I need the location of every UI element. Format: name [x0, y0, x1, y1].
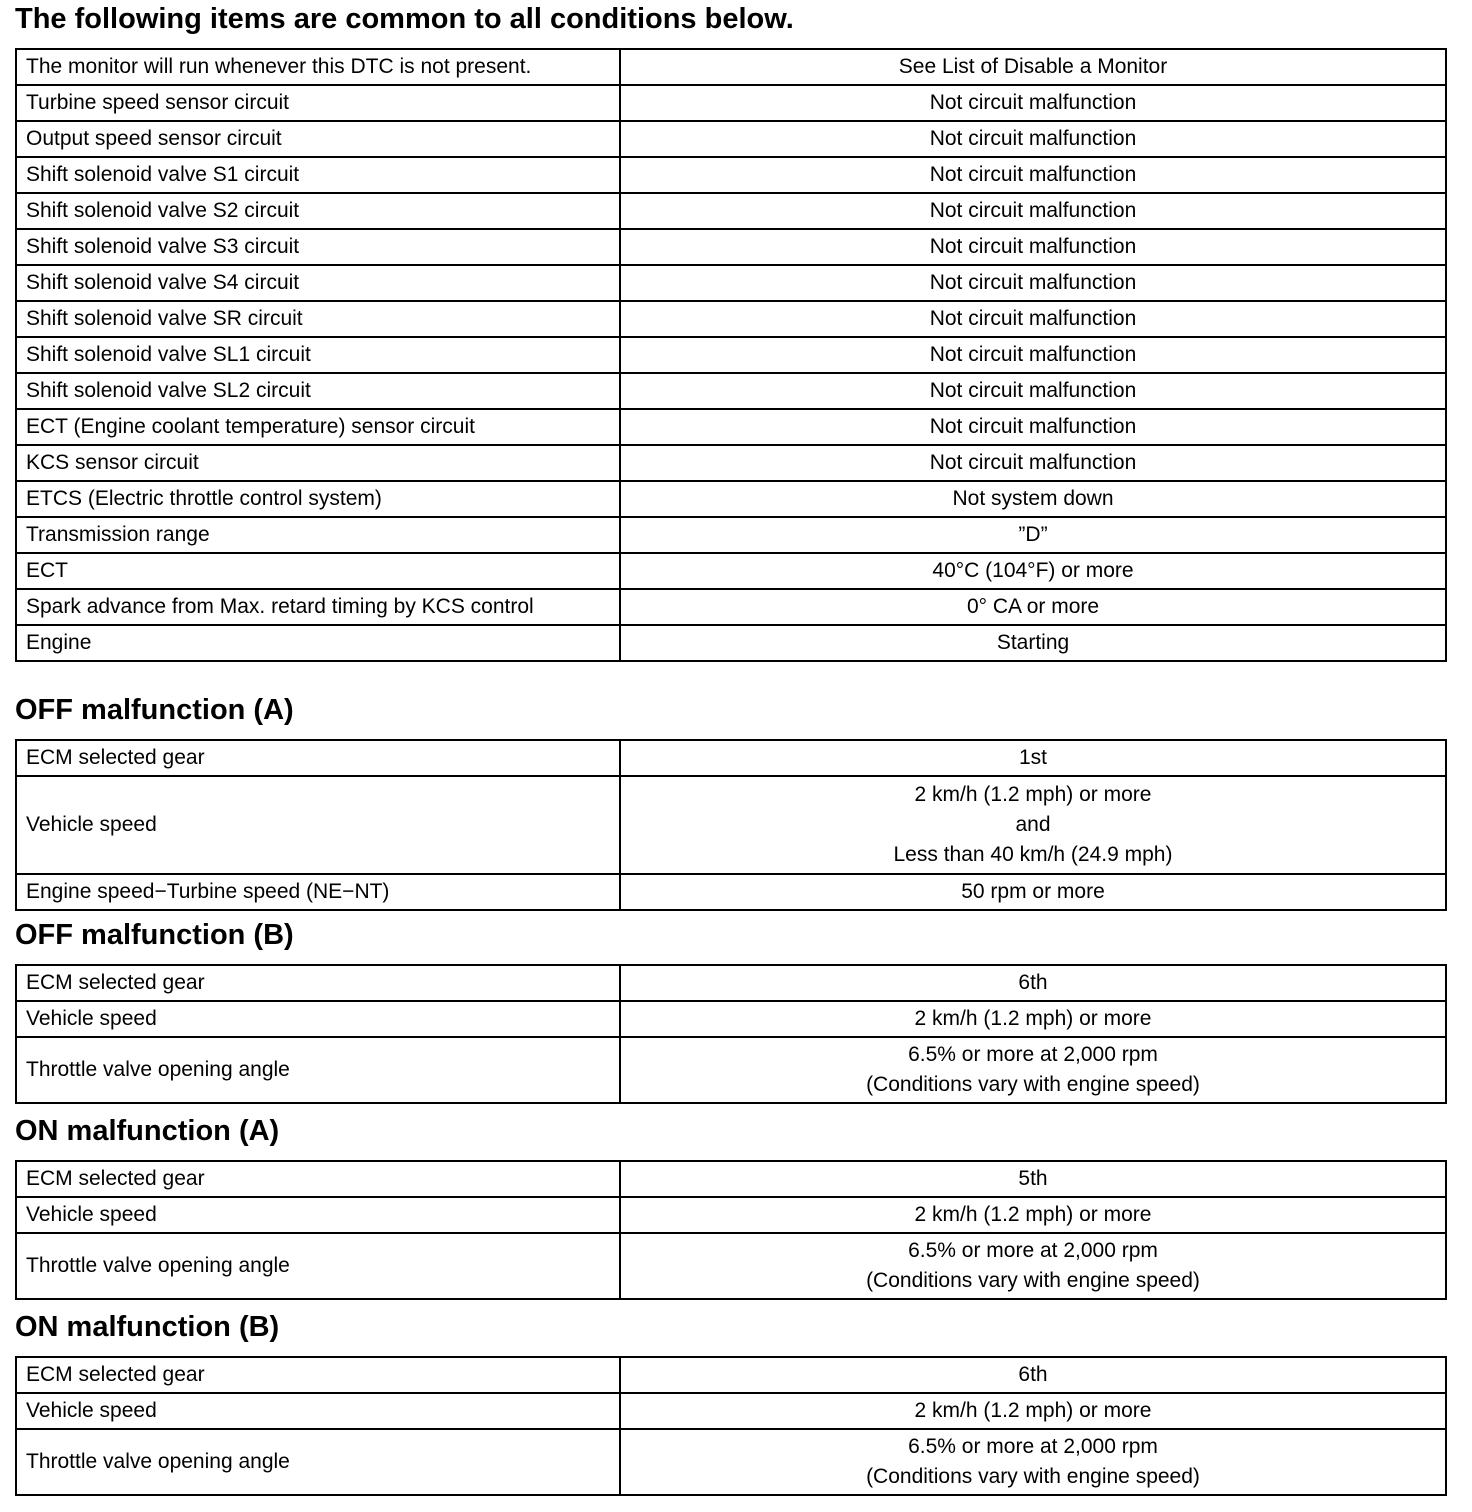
condition-value-line: 2 km/h (1.2 mph) or more — [914, 1007, 1152, 1030]
condition-value — [620, 553, 1446, 589]
section-heading-on-a: ON malfunction (A) — [15, 1115, 280, 1147]
condition-value — [620, 1197, 1446, 1233]
table-row — [16, 301, 1446, 337]
condition-value — [620, 229, 1446, 265]
condition-value — [620, 625, 1446, 661]
table-row — [16, 1393, 1446, 1429]
table-row — [16, 121, 1446, 157]
table-row — [16, 874, 1446, 910]
table-row — [16, 85, 1446, 121]
condition-value-line: Not circuit malfunction — [929, 199, 1137, 222]
condition-value — [620, 445, 1446, 481]
condition-value — [620, 85, 1446, 121]
condition-value-line: 6.5% or more at 2,000 rpm — [908, 1239, 1158, 1262]
table-row — [16, 373, 1446, 409]
condition-label: Vehicle speed — [16, 776, 620, 874]
condition-value-line: Not circuit malfunction — [929, 343, 1137, 366]
condition-value — [620, 301, 1446, 337]
condition-label: Shift solenoid valve S4 circuit — [16, 265, 620, 301]
condition-value-line: ”D” — [1018, 523, 1048, 546]
condition-value-line: Not circuit malfunction — [929, 379, 1137, 402]
condition-value — [620, 1357, 1446, 1393]
common-conditions-table — [15, 48, 1447, 662]
condition-value-line: 6.5% or more at 2,000 rpm — [908, 1435, 1158, 1458]
condition-label: Shift solenoid valve SL2 circuit — [16, 373, 620, 409]
table-row — [16, 1429, 1446, 1495]
table-row — [16, 445, 1446, 481]
condition-value — [620, 740, 1446, 776]
condition-value-line: Not circuit malfunction — [929, 415, 1137, 438]
condition-value-line: Not circuit malfunction — [929, 307, 1137, 330]
condition-value-line: Less than 40 km/h (24.9 mph) — [893, 843, 1173, 866]
condition-value — [620, 517, 1446, 553]
condition-label: ETCS (Electric throttle control system) — [16, 481, 620, 517]
condition-value — [620, 265, 1446, 301]
condition-value — [620, 121, 1446, 157]
table-row — [16, 625, 1446, 661]
off-malfunction-a-table — [15, 739, 1447, 911]
condition-value-line: (Conditions vary with engine speed) — [866, 1269, 1200, 1292]
condition-value-line: (Conditions vary with engine speed) — [866, 1465, 1200, 1488]
condition-value-line: Starting — [996, 631, 1070, 654]
condition-label: ECM selected gear — [16, 965, 620, 1001]
condition-value — [620, 1037, 1446, 1103]
condition-value — [620, 776, 1446, 874]
condition-label: Throttle valve opening angle — [16, 1429, 620, 1495]
condition-value-line: 0° CA or more — [966, 595, 1100, 618]
condition-value-line: Not circuit malfunction — [929, 91, 1137, 114]
condition-value-line: Not circuit malfunction — [929, 127, 1137, 150]
table-row — [16, 1161, 1446, 1197]
condition-value — [620, 1161, 1446, 1197]
condition-value — [620, 1429, 1446, 1495]
condition-value-line: 2 km/h (1.2 mph) or more — [914, 1203, 1152, 1226]
condition-label: Turbine speed sensor circuit — [16, 85, 620, 121]
table-row — [16, 193, 1446, 229]
condition-label: ECT (Engine coolant temperature) sensor circuit — [16, 409, 620, 445]
condition-label: Vehicle speed — [16, 1393, 620, 1429]
condition-label: Engine — [16, 625, 620, 661]
condition-value — [620, 874, 1446, 910]
table-row — [16, 337, 1446, 373]
condition-value-line: (Conditions vary with engine speed) — [866, 1073, 1200, 1096]
condition-label: ECT — [16, 553, 620, 589]
condition-label: ECM selected gear — [16, 1357, 620, 1393]
section-heading-off-b: OFF malfunction (B) — [15, 919, 294, 951]
condition-label: Vehicle speed — [16, 1197, 620, 1233]
condition-value-line: 1st — [1018, 746, 1047, 769]
condition-value-line: 40°C (104°F) or more — [932, 559, 1134, 582]
condition-value — [620, 481, 1446, 517]
table-row — [16, 229, 1446, 265]
condition-label: ECM selected gear — [16, 740, 620, 776]
table-row — [16, 776, 1446, 874]
on-malfunction-a-table — [15, 1160, 1447, 1300]
condition-label: Transmission range — [16, 517, 620, 553]
table-row — [16, 265, 1446, 301]
section-heading-on-b: ON malfunction (B) — [15, 1311, 280, 1343]
condition-value-line: 6.5% or more at 2,000 rpm — [908, 1043, 1158, 1066]
condition-value — [620, 337, 1446, 373]
condition-label: Shift solenoid valve SL1 circuit — [16, 337, 620, 373]
condition-value-line: Not system down — [952, 487, 1114, 510]
condition-value-line: Not circuit malfunction — [929, 271, 1137, 294]
condition-label: Vehicle speed — [16, 1001, 620, 1037]
table-row — [16, 1037, 1446, 1103]
condition-label: Spark advance from Max. retard timing by KCS control — [16, 589, 620, 625]
table-row — [16, 517, 1446, 553]
table-row — [16, 481, 1446, 517]
condition-value — [620, 965, 1446, 1001]
section-heading-common: The following items are common to all conditions below. — [15, 3, 794, 35]
condition-label: Throttle valve opening angle — [16, 1233, 620, 1299]
on-malfunction-b-table — [15, 1356, 1447, 1496]
condition-value — [620, 409, 1446, 445]
condition-value-line: and — [1015, 813, 1051, 836]
condition-value — [620, 193, 1446, 229]
table-row — [16, 740, 1446, 776]
condition-value-line: See List of Disable a Monitor — [898, 55, 1168, 78]
condition-label: Shift solenoid valve S2 circuit — [16, 193, 620, 229]
condition-label: ECM selected gear — [16, 1161, 620, 1197]
table-row — [16, 1233, 1446, 1299]
condition-value-line: 2 km/h (1.2 mph) or more — [914, 1399, 1152, 1422]
table-row — [16, 589, 1446, 625]
condition-label: Output speed sensor circuit — [16, 121, 620, 157]
table-row — [16, 553, 1446, 589]
condition-value-line: Not circuit malfunction — [929, 451, 1137, 474]
condition-value — [620, 1001, 1446, 1037]
condition-value — [620, 1393, 1446, 1429]
condition-label: KCS sensor circuit — [16, 445, 620, 481]
condition-label: Shift solenoid valve S1 circuit — [16, 157, 620, 193]
table-row — [16, 1357, 1446, 1393]
condition-value — [620, 1233, 1446, 1299]
condition-value-line: Not circuit malfunction — [929, 163, 1137, 186]
table-row — [16, 49, 1446, 85]
condition-value-line: 50 rpm or more — [961, 880, 1105, 903]
table-row — [16, 965, 1446, 1001]
section-heading-off-a: OFF malfunction (A) — [15, 694, 294, 726]
table-row — [16, 157, 1446, 193]
condition-value-line: 6th — [1018, 1363, 1048, 1386]
table-row — [16, 1197, 1446, 1233]
condition-label: Throttle valve opening angle — [16, 1037, 620, 1103]
condition-label: Shift solenoid valve SR circuit — [16, 301, 620, 337]
condition-value — [620, 49, 1446, 85]
condition-value — [620, 373, 1446, 409]
condition-label: Engine speed−Turbine speed (NE−NT) — [16, 874, 620, 910]
off-malfunction-b-table — [15, 964, 1447, 1104]
condition-label: Shift solenoid valve S3 circuit — [16, 229, 620, 265]
condition-value-line: 6th — [1018, 971, 1048, 994]
table-row — [16, 1001, 1446, 1037]
condition-label: The monitor will run whenever this DTC is not present. — [16, 49, 620, 85]
condition-value-line: Not circuit malfunction — [929, 235, 1137, 258]
table-row — [16, 409, 1446, 445]
condition-value — [620, 157, 1446, 193]
condition-value-line: 5th — [1018, 1167, 1048, 1190]
condition-value-line: 2 km/h (1.2 mph) or more — [914, 783, 1152, 806]
condition-value — [620, 589, 1446, 625]
